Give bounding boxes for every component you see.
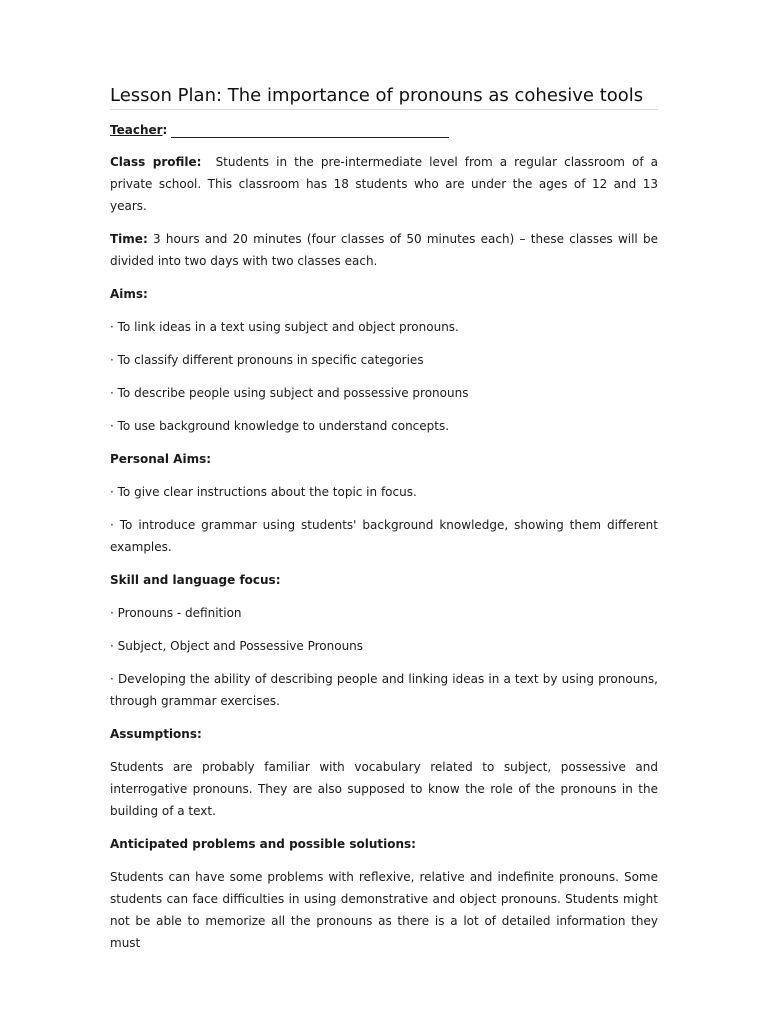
document-title: Lesson Plan: The importance of pronouns as cohesive tools: [110, 85, 658, 110]
teacher-label: Teacher: [110, 123, 163, 137]
personal-aims-heading: Personal Aims:: [110, 452, 212, 466]
document-page: [110, 85, 658, 954]
class-profile-paragraph: [110, 151, 658, 217]
time-label: Time:: [110, 232, 148, 246]
skill-focus-item: · Pronouns - definition: [110, 606, 242, 620]
teacher-blank-line: [171, 125, 449, 138]
skill-focus-heading: Skill and language focus:: [110, 573, 281, 587]
aims-item: · To classify different pronouns in specific categories: [110, 353, 424, 367]
aims-item: · To use background knowledge to understand concepts.: [110, 419, 450, 433]
teacher-field: [110, 122, 658, 138]
assumptions-text: Students are probably familiar with vocabulary related to subject, possessive and interrogative pronouns. They are also supposed to know the role of the pronouns in the building of a text.: [110, 760, 658, 818]
aims-heading: Aims:: [110, 287, 148, 301]
time-text: 3 hours and 20 minutes (four classes of 50 minutes each) – these classes will be divided into two days with two classes each.: [110, 232, 658, 268]
personal-aims-item: · To give clear instructions about the topic in focus.: [110, 485, 417, 499]
time-paragraph: [110, 228, 658, 272]
personal-aims-item: · To introduce grammar using students' background knowledge, showing them different examples.: [110, 518, 658, 554]
aims-item: · To describe people using subject and possessive pronouns: [110, 386, 469, 400]
teacher-colon: :: [162, 123, 168, 137]
problems-heading: Anticipated problems and possible solutions:: [110, 837, 416, 851]
skill-focus-item: · Subject, Object and Possessive Pronouns: [110, 639, 364, 653]
class-profile-label: Class profile:: [110, 155, 202, 169]
aims-item: · To link ideas in a text using subject and object pronouns.: [110, 320, 459, 334]
assumptions-heading: Assumptions:: [110, 727, 202, 741]
skill-focus-item: · Developing the ability of describing people and linking ideas in a text by using pronouns, through grammar exercises.: [110, 672, 658, 708]
class-profile-text: Students in the pre-intermediate level from a regular classroom of a private school. This classroom has 18 students who are under the ages of 12 and 13 years.: [110, 155, 658, 213]
problems-text: Students can have some problems with reflexive, relative and indefinite pronouns. Some students can face difficulties in using demonstrative and object pronouns. Students might not be able to memorize all the pronouns as there is a lot of detailed information they must: [110, 870, 658, 950]
